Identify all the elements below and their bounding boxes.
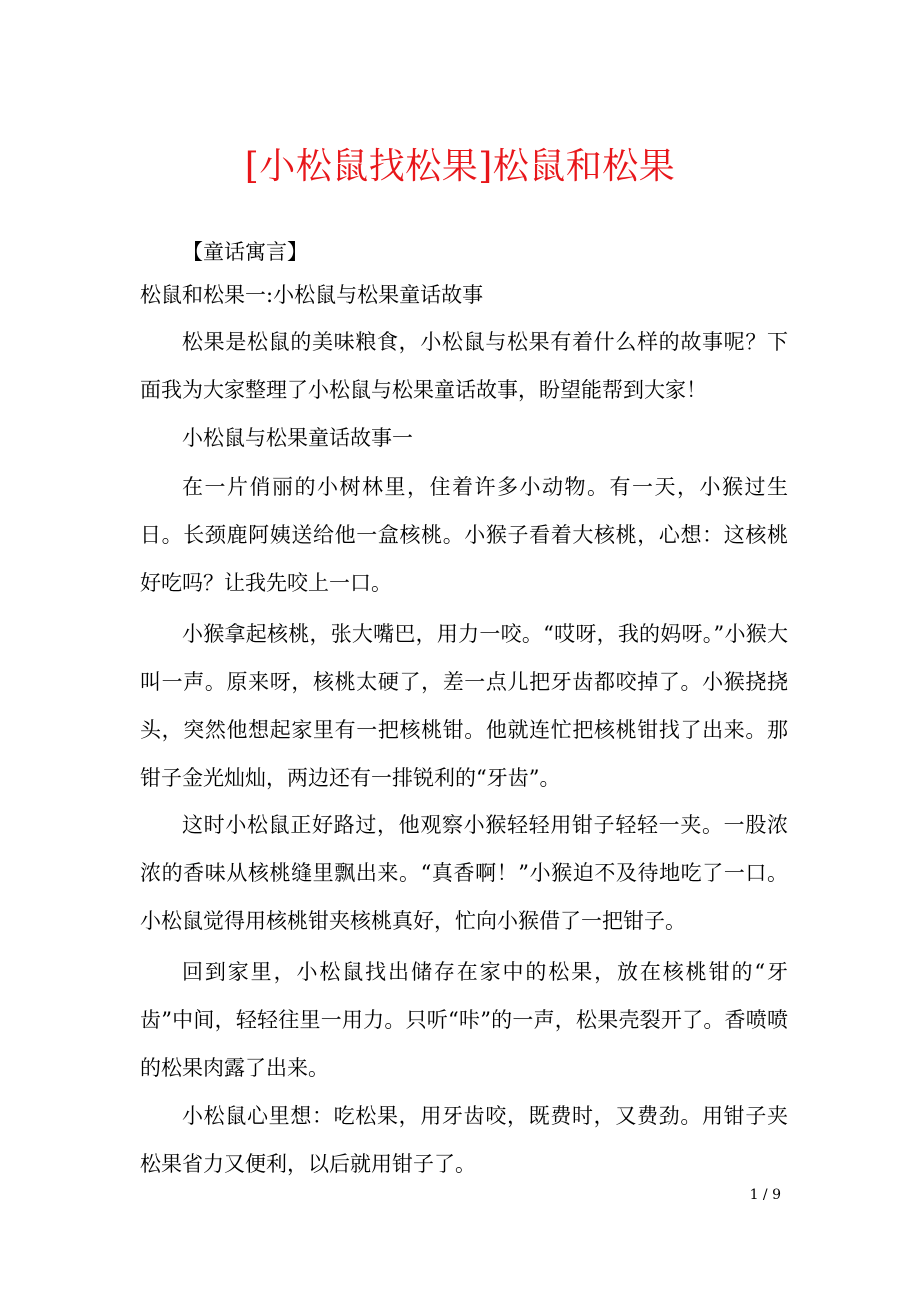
paragraph-5: 小松鼠心里想：吃松果，用牙齿咬，既费时，又费劲。用钳子夹松果省力又便利，以后就用钳子了。	[140, 1104, 788, 1176]
section-subtitle: 松鼠和松果一:小松鼠与松果童话故事	[140, 283, 484, 307]
paragraph-intro: 松果是松鼠的美味粮食，小松鼠与松果有着什么样的故事呢？下面我为大家整理了小松鼠与松果童话故事，盼望能帮到大家！	[140, 330, 788, 402]
document-title: [小松鼠找松果]松鼠和松果	[244, 146, 676, 187]
paragraph-4: 回到家里，小松鼠找出储存在家中的松果，放在核桃钳的“牙齿”中间，轻轻往里一用力。只听“咔”的一声，松果壳裂开了。香喷喷的松果肉露了出来。	[140, 960, 788, 1080]
category-label: 【童话寓言】	[182, 240, 308, 264]
paragraph-2: 小猴拿起核桃，张大嘴巴，用力一咬。“哎呀，我的妈呀。”小猴大叫一声。原来呀，核桃太硬了，差一点儿把牙齿都咬掉了。小猴挠挠头，突然他想起家里有一把核桃钳。他就连忙把核桃钳找了出来。那钳子金光灿灿，两边还有一排锐利的“牙齿”。	[140, 622, 788, 790]
story-heading: 小松鼠与松果童话故事一	[182, 426, 413, 450]
paragraph-1: 在一片俏丽的小树林里，住着许多小动物。有一天，小猴过生日。长颈鹿阿姨送给他一盒核桃。小猴子看着大核桃，心想：这核桃好吃吗？让我先咬上一口。	[140, 475, 788, 595]
page-indicator: 1 / 9	[749, 1187, 781, 1203]
paragraph-3: 这时小松鼠正好路过，他观察小猴轻轻用钳子轻轻一夹。一股浓浓的香味从核桃缝里飘出来。“真香啊！”小猴迫不及待地吃了一口。小松鼠觉得用核桃钳夹核桃真好，忙向小猴借了一把钳子。	[140, 813, 788, 933]
